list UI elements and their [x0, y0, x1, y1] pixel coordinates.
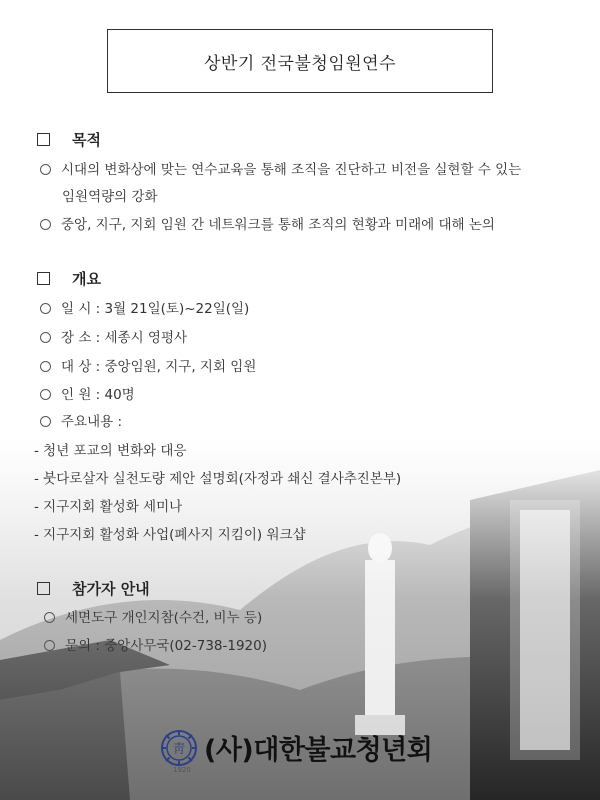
organization-logo — [160, 728, 433, 774]
circle-bullet-icon — [40, 361, 51, 372]
content-item: - 청년 포교의 변화와 대응 — [34, 443, 187, 459]
page-title: 상반기 전국불청임원연수 — [107, 29, 493, 93]
purpose-item: 시대의 변화상에 맞는 연수교육을 통해 조직을 진단하고 비전을 실현할 수 있는 — [40, 158, 521, 178]
content-item: - 지구지회 활성화 세미나 — [34, 499, 183, 515]
circle-bullet-icon — [40, 164, 51, 175]
participants-heading-text: 참가자 안내 — [72, 580, 150, 598]
overview-item-place: 장 소 : 세종시 영평사 — [40, 326, 187, 346]
circle-bullet-icon — [40, 219, 51, 230]
purpose-item-continuation: 임원역량의 강화 — [62, 189, 158, 205]
overview-item-target: 대 상 : 중앙임원, 지구, 지회 임원 — [40, 355, 256, 375]
circle-bullet-icon — [40, 303, 51, 314]
content-item: - 지구지회 활성화 사업(폐사지 지킴이) 워크샵 — [34, 527, 306, 543]
participants-item-contact: 문의 : 중앙사무국(02-738-1920) — [44, 634, 267, 654]
section-heading-participants — [37, 578, 150, 599]
circle-bullet-icon — [40, 389, 51, 400]
section-heading-overview — [37, 268, 101, 289]
overview-item-date: 일 시 : 3월 21일(토)~22일(일) — [40, 297, 249, 317]
circle-bullet-icon — [44, 640, 55, 651]
circle-bullet-icon — [40, 332, 51, 343]
square-bullet-icon — [37, 133, 50, 146]
overview-item-headcount: 인 원 : 40명 — [40, 383, 135, 403]
purpose-item: 중앙, 지구, 지회 임원 간 네트워크를 통해 조직의 현황과 미래에 대해 논의 — [40, 213, 495, 233]
circle-bullet-icon — [44, 612, 55, 623]
circle-bullet-icon — [40, 416, 51, 427]
overview-heading-text: 개요 — [72, 270, 101, 288]
organization-name: (사)대한불교청년회 — [204, 735, 433, 766]
square-bullet-icon — [37, 272, 50, 285]
emblem-icon — [160, 729, 198, 767]
square-bullet-icon — [37, 582, 50, 595]
logo-year: 1920 — [173, 766, 191, 774]
content-item: - 붓다로살자 실천도량 제안 설명회(자정과 쇄신 결사추진본부) — [34, 471, 402, 487]
participants-item: 세면도구 개인지참(수건, 비누 등) — [44, 606, 262, 626]
purpose-heading-text: 목적 — [72, 131, 101, 149]
overview-item-contents: 주요내용 : — [40, 410, 122, 430]
svg-text:靑: 靑 — [172, 741, 186, 757]
section-heading-purpose — [37, 129, 101, 150]
